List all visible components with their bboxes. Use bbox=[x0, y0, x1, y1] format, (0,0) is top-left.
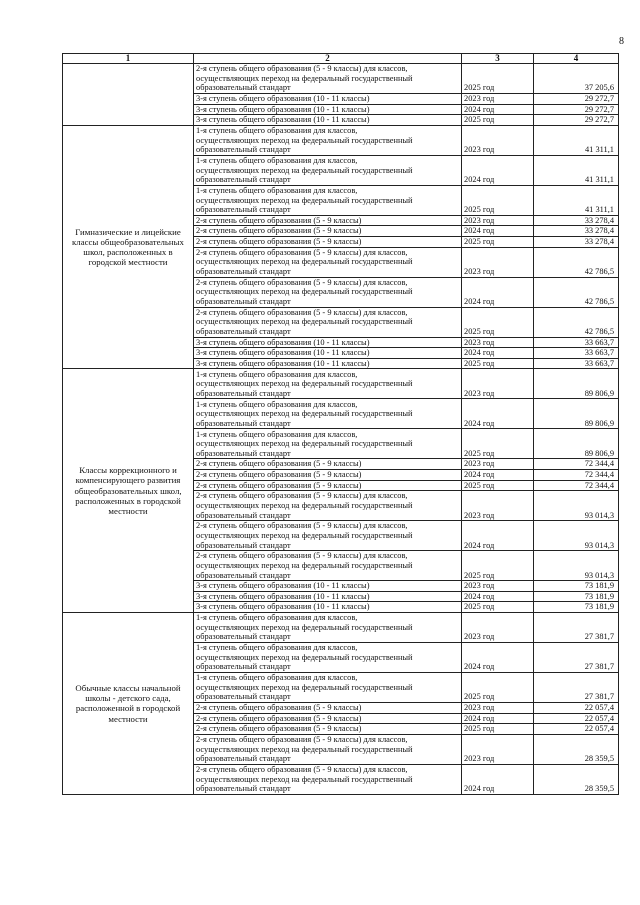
value-cell: 22 057,4 bbox=[534, 702, 619, 713]
education-level-line: 3-я ступень общего образования (10 - 11 классы) bbox=[196, 602, 370, 612]
education-level-line: осуществляющих переход на федеральный государственный bbox=[196, 379, 413, 389]
value-cell: 93 014,3 bbox=[534, 521, 619, 551]
education-level-cell bbox=[194, 702, 462, 713]
year-cell: 2024 год bbox=[462, 399, 534, 429]
table-row bbox=[63, 64, 619, 94]
education-level-line: образовательный стандарт bbox=[196, 145, 291, 155]
education-level-cell bbox=[194, 469, 462, 480]
table-row bbox=[63, 369, 619, 399]
education-level-line: образовательный стандарт bbox=[196, 570, 291, 580]
value-cell: 29 272,7 bbox=[534, 104, 619, 115]
education-level-line: осуществляющих переход на федеральный государственный bbox=[196, 195, 413, 205]
education-level-line: образовательный стандарт bbox=[196, 175, 291, 185]
education-level-line: образовательный стандарт bbox=[196, 754, 291, 764]
value-cell: 72 344,4 bbox=[534, 459, 619, 470]
value-cell: 33 663,7 bbox=[534, 348, 619, 359]
education-level-cell bbox=[194, 764, 462, 794]
education-level-line: образовательный стандарт bbox=[196, 540, 291, 550]
education-level-line: 1-я ступень общего образования для классов, bbox=[196, 186, 358, 195]
year-cell: 2025 год bbox=[462, 429, 534, 459]
education-level-line: осуществляющих переход на федеральный государственный bbox=[196, 652, 413, 662]
year-cell: 2025 год bbox=[462, 115, 534, 126]
value-cell: 33 278,4 bbox=[534, 236, 619, 247]
education-level-line: 3-я ступень общего образования (10 - 11 классы) bbox=[196, 358, 370, 368]
education-level-line: 1-я ступень общего образования для классов, bbox=[196, 126, 358, 135]
year-cell: 2025 год bbox=[462, 551, 534, 581]
education-level-cell bbox=[194, 104, 462, 115]
year-cell: 2023 год bbox=[462, 125, 534, 155]
year-cell: 2025 год bbox=[462, 602, 534, 613]
value-cell: 22 057,4 bbox=[534, 713, 619, 724]
value-cell: 42 786,5 bbox=[534, 277, 619, 307]
education-level-line: 2-я ступень общего образования (5 - 9 классы) bbox=[196, 713, 362, 723]
education-level-line: 3-я ступень общего образования (10 - 11 классы) bbox=[196, 104, 370, 114]
year-cell: 2024 год bbox=[462, 104, 534, 115]
education-level-line: осуществляющих переход на федеральный государственный bbox=[196, 317, 413, 327]
education-level-line: 1-я ступень общего образования для классов, bbox=[196, 399, 358, 409]
education-level-line: 3-я ступень общего образования (10 - 11 классы) bbox=[196, 337, 370, 347]
education-level-line: 3-я ступень общего образования (10 - 11 классы) bbox=[196, 94, 370, 103]
education-level-line: осуществляющих переход на федеральный государственный bbox=[196, 409, 413, 419]
education-level-line: образовательный стандарт bbox=[196, 266, 291, 276]
education-level-cell bbox=[194, 491, 462, 521]
year-cell: 2024 год bbox=[462, 348, 534, 359]
education-level-cell bbox=[194, 724, 462, 735]
year-cell: 2024 год bbox=[462, 642, 534, 672]
education-level-cell bbox=[194, 348, 462, 359]
education-level-cell bbox=[194, 215, 462, 226]
education-level-line: 2-я ступень общего образования (5 - 9 классы) для классов, bbox=[196, 521, 408, 531]
education-level-cell bbox=[194, 369, 462, 399]
value-cell: 42 786,5 bbox=[534, 247, 619, 277]
education-level-line: осуществляющих переход на федеральный государственный bbox=[196, 530, 413, 540]
education-level-cell bbox=[194, 399, 462, 429]
value-cell: 37 205,6 bbox=[534, 64, 619, 94]
education-level-cell bbox=[194, 591, 462, 602]
education-level-cell bbox=[194, 581, 462, 592]
year-cell: 2024 год bbox=[462, 469, 534, 480]
education-level-line: образовательный стандарт bbox=[196, 418, 291, 428]
value-cell: 28 359,5 bbox=[534, 734, 619, 764]
value-cell: 72 344,4 bbox=[534, 480, 619, 491]
education-level-line: образовательный стандарт bbox=[196, 784, 291, 794]
education-level-line: осуществляющих переход на федеральный государственный bbox=[196, 622, 413, 632]
tariff-table bbox=[62, 53, 619, 795]
education-level-line: осуществляющих переход на федеральный государственный bbox=[196, 257, 413, 267]
value-cell: 73 181,9 bbox=[534, 581, 619, 592]
education-level-line: 1-я ступень общего образования для классов, bbox=[196, 369, 358, 379]
year-cell: 2024 год bbox=[462, 764, 534, 794]
group-name-cell: Обычные классы начальной школы - детского сада, расположенной в городской местности bbox=[63, 612, 194, 794]
year-cell: 2025 год bbox=[462, 185, 534, 215]
education-level-line: осуществляющих переход на федеральный государственный bbox=[196, 774, 413, 784]
education-level-line: 3-я ступень общего образования (10 - 11 классы) bbox=[196, 591, 370, 601]
year-cell: 2024 год bbox=[462, 591, 534, 602]
education-level-line: 1-я ступень общего образования для классов, bbox=[196, 673, 358, 683]
education-level-line: образовательный стандарт bbox=[196, 326, 291, 336]
education-level-cell bbox=[194, 236, 462, 247]
education-level-line: 2-я ступень общего образования (5 - 9 классы) для классов, bbox=[196, 551, 408, 561]
education-level-cell bbox=[194, 64, 462, 94]
page-number: 8 bbox=[619, 36, 624, 47]
table-row bbox=[63, 612, 619, 642]
value-cell: 27 381,7 bbox=[534, 672, 619, 702]
value-cell: 73 181,9 bbox=[534, 602, 619, 613]
education-level-line: образовательный стандарт bbox=[196, 83, 291, 93]
year-cell: 2023 год bbox=[462, 702, 534, 713]
education-level-line: осуществляющих переход на федеральный государственный bbox=[196, 744, 413, 754]
value-cell: 73 181,9 bbox=[534, 591, 619, 602]
education-level-cell bbox=[194, 551, 462, 581]
column-header-3: 3 bbox=[462, 54, 534, 64]
year-cell: 2024 год bbox=[462, 277, 534, 307]
value-cell: 33 278,4 bbox=[534, 215, 619, 226]
value-cell: 27 381,7 bbox=[534, 612, 619, 642]
year-cell: 2023 год bbox=[462, 215, 534, 226]
table-body bbox=[63, 64, 619, 795]
education-level-cell bbox=[194, 226, 462, 237]
year-cell: 2023 год bbox=[462, 491, 534, 521]
education-level-line: образовательный стандарт bbox=[196, 388, 291, 398]
column-header-2: 2 bbox=[194, 54, 462, 64]
group-name-cell: Гимназические и лицейские классы общеобразовательных школ, расположенных в городской местности bbox=[63, 125, 194, 369]
education-level-cell bbox=[194, 185, 462, 215]
education-level-cell bbox=[194, 480, 462, 491]
education-level-line: осуществляющих переход на федеральный государственный bbox=[196, 135, 413, 145]
education-level-line: 1-я ступень общего образования для классов, bbox=[196, 643, 358, 653]
year-cell: 2024 год bbox=[462, 713, 534, 724]
year-cell: 2023 год bbox=[462, 369, 534, 399]
education-level-cell bbox=[194, 155, 462, 185]
education-level-cell bbox=[194, 602, 462, 613]
value-cell: 42 786,5 bbox=[534, 307, 619, 337]
value-cell: 22 057,4 bbox=[534, 724, 619, 735]
education-level-line: образовательный стандарт bbox=[196, 205, 291, 215]
education-level-line: 2-я ступень общего образования (5 - 9 классы) для классов, bbox=[196, 734, 408, 744]
education-level-line: 3-я ступень общего образования (10 - 11 классы) bbox=[196, 348, 370, 358]
education-level-line: 2-я ступень общего образования (5 - 9 классы) bbox=[196, 226, 362, 236]
education-level-line: 2-я ступень общего образования (5 - 9 классы) bbox=[196, 459, 362, 469]
year-cell: 2023 год bbox=[462, 459, 534, 470]
year-cell: 2025 год bbox=[462, 307, 534, 337]
education-level-cell bbox=[194, 337, 462, 348]
year-cell: 2023 год bbox=[462, 612, 534, 642]
education-level-cell bbox=[194, 358, 462, 369]
education-level-line: 2-я ступень общего образования (5 - 9 классы) bbox=[196, 236, 362, 246]
education-level-cell bbox=[194, 247, 462, 277]
value-cell: 89 806,9 bbox=[534, 369, 619, 399]
value-cell: 41 311,1 bbox=[534, 155, 619, 185]
education-level-line: 2-я ступень общего образования (5 - 9 классы) для классов, bbox=[196, 247, 408, 257]
year-cell: 2025 год bbox=[462, 64, 534, 94]
value-cell: 29 272,7 bbox=[534, 94, 619, 105]
education-level-line: осуществляющих переход на федеральный государственный bbox=[196, 73, 413, 83]
education-level-cell bbox=[194, 642, 462, 672]
education-level-cell bbox=[194, 125, 462, 155]
education-level-line: 3-я ступень общего образования (10 - 11 классы) bbox=[196, 581, 370, 591]
education-level-line: 2-я ступень общего образования (5 - 9 классы) для классов, bbox=[196, 64, 408, 74]
year-cell: 2023 год bbox=[462, 581, 534, 592]
education-level-cell bbox=[194, 734, 462, 764]
education-level-line: осуществляющих переход на федеральный государственный bbox=[196, 682, 413, 692]
education-level-line: образовательный стандарт bbox=[196, 448, 291, 458]
value-cell: 72 344,4 bbox=[534, 469, 619, 480]
education-level-line: 2-я ступень общего образования (5 - 9 классы) для классов, bbox=[196, 307, 408, 317]
value-cell: 89 806,9 bbox=[534, 399, 619, 429]
value-cell: 93 014,3 bbox=[534, 491, 619, 521]
education-level-line: 2-я ступень общего образования (5 - 9 классы) для классов, bbox=[196, 764, 408, 774]
education-level-cell bbox=[194, 277, 462, 307]
education-level-line: образовательный стандарт bbox=[196, 692, 291, 702]
education-level-line: образовательный стандарт bbox=[196, 510, 291, 520]
education-level-line: осуществляющих переход на федеральный государственный bbox=[196, 439, 413, 449]
year-cell: 2025 год bbox=[462, 672, 534, 702]
education-level-line: осуществляющих переход на федеральный государственный bbox=[196, 165, 413, 175]
education-level-line: 1-я ступень общего образования для классов, bbox=[196, 156, 358, 165]
year-cell: 2023 год bbox=[462, 247, 534, 277]
education-level-line: осуществляющих переход на федеральный государственный bbox=[196, 560, 413, 570]
value-cell: 41 311,1 bbox=[534, 125, 619, 155]
year-cell: 2024 год bbox=[462, 155, 534, 185]
education-level-cell bbox=[194, 307, 462, 337]
education-level-line: образовательный стандарт bbox=[196, 632, 291, 642]
education-level-line: образовательный стандарт bbox=[196, 662, 291, 672]
education-level-cell bbox=[194, 612, 462, 642]
value-cell: 33 663,7 bbox=[534, 337, 619, 348]
year-cell: 2024 год bbox=[462, 226, 534, 237]
education-level-cell bbox=[194, 713, 462, 724]
year-cell: 2025 год bbox=[462, 358, 534, 369]
education-level-line: 1-я ступень общего образования для классов, bbox=[196, 429, 358, 439]
education-level-line: 1-я ступень общего образования для классов, bbox=[196, 613, 358, 623]
year-cell: 2023 год bbox=[462, 337, 534, 348]
year-cell: 2025 год bbox=[462, 724, 534, 735]
education-level-cell bbox=[194, 429, 462, 459]
education-level-cell bbox=[194, 521, 462, 551]
value-cell: 41 311,1 bbox=[534, 185, 619, 215]
education-level-line: 2-я ступень общего образования (5 - 9 классы) bbox=[196, 480, 362, 490]
group-name-cell bbox=[63, 64, 194, 126]
education-level-line: 2-я ступень общего образования (5 - 9 классы) bbox=[196, 702, 362, 712]
year-cell: 2025 год bbox=[462, 236, 534, 247]
education-level-line: образовательный стандарт bbox=[196, 296, 291, 306]
year-cell: 2023 год bbox=[462, 734, 534, 764]
value-cell: 28 359,5 bbox=[534, 764, 619, 794]
education-level-cell bbox=[194, 94, 462, 105]
value-cell: 33 663,7 bbox=[534, 358, 619, 369]
year-cell: 2024 год bbox=[462, 521, 534, 551]
education-level-cell bbox=[194, 459, 462, 470]
education-level-line: 2-я ступень общего образования (5 - 9 классы) для классов, bbox=[196, 491, 408, 501]
value-cell: 27 381,7 bbox=[534, 642, 619, 672]
value-cell: 29 272,7 bbox=[534, 115, 619, 126]
education-level-line: 2-я ступень общего образования (5 - 9 классы) bbox=[196, 724, 362, 734]
education-level-cell bbox=[194, 115, 462, 126]
education-level-cell bbox=[194, 672, 462, 702]
education-level-line: осуществляющих переход на федеральный государственный bbox=[196, 500, 413, 510]
education-level-line: 2-я ступень общего образования (5 - 9 классы) bbox=[196, 469, 362, 479]
table-header-row bbox=[63, 54, 619, 64]
column-header-4: 4 bbox=[534, 54, 619, 64]
value-cell: 89 806,9 bbox=[534, 429, 619, 459]
value-cell: 33 278,4 bbox=[534, 226, 619, 237]
group-name-cell: Классы коррекционного и компенсирующего развития общеобразовательных школ, расположенных в городской местности bbox=[63, 369, 194, 613]
education-level-line: осуществляющих переход на федеральный государственный bbox=[196, 287, 413, 297]
education-level-line: 2-я ступень общего образования (5 - 9 классы) для классов, bbox=[196, 277, 408, 287]
year-cell: 2025 год bbox=[462, 480, 534, 491]
value-cell: 93 014,3 bbox=[534, 551, 619, 581]
table-row bbox=[63, 125, 619, 155]
year-cell: 2023 год bbox=[462, 94, 534, 105]
education-level-line: 2-я ступень общего образования (5 - 9 классы) bbox=[196, 215, 362, 225]
education-level-line: 3-я ступень общего образования (10 - 11 классы) bbox=[196, 115, 370, 125]
column-header-1: 1 bbox=[63, 54, 194, 64]
